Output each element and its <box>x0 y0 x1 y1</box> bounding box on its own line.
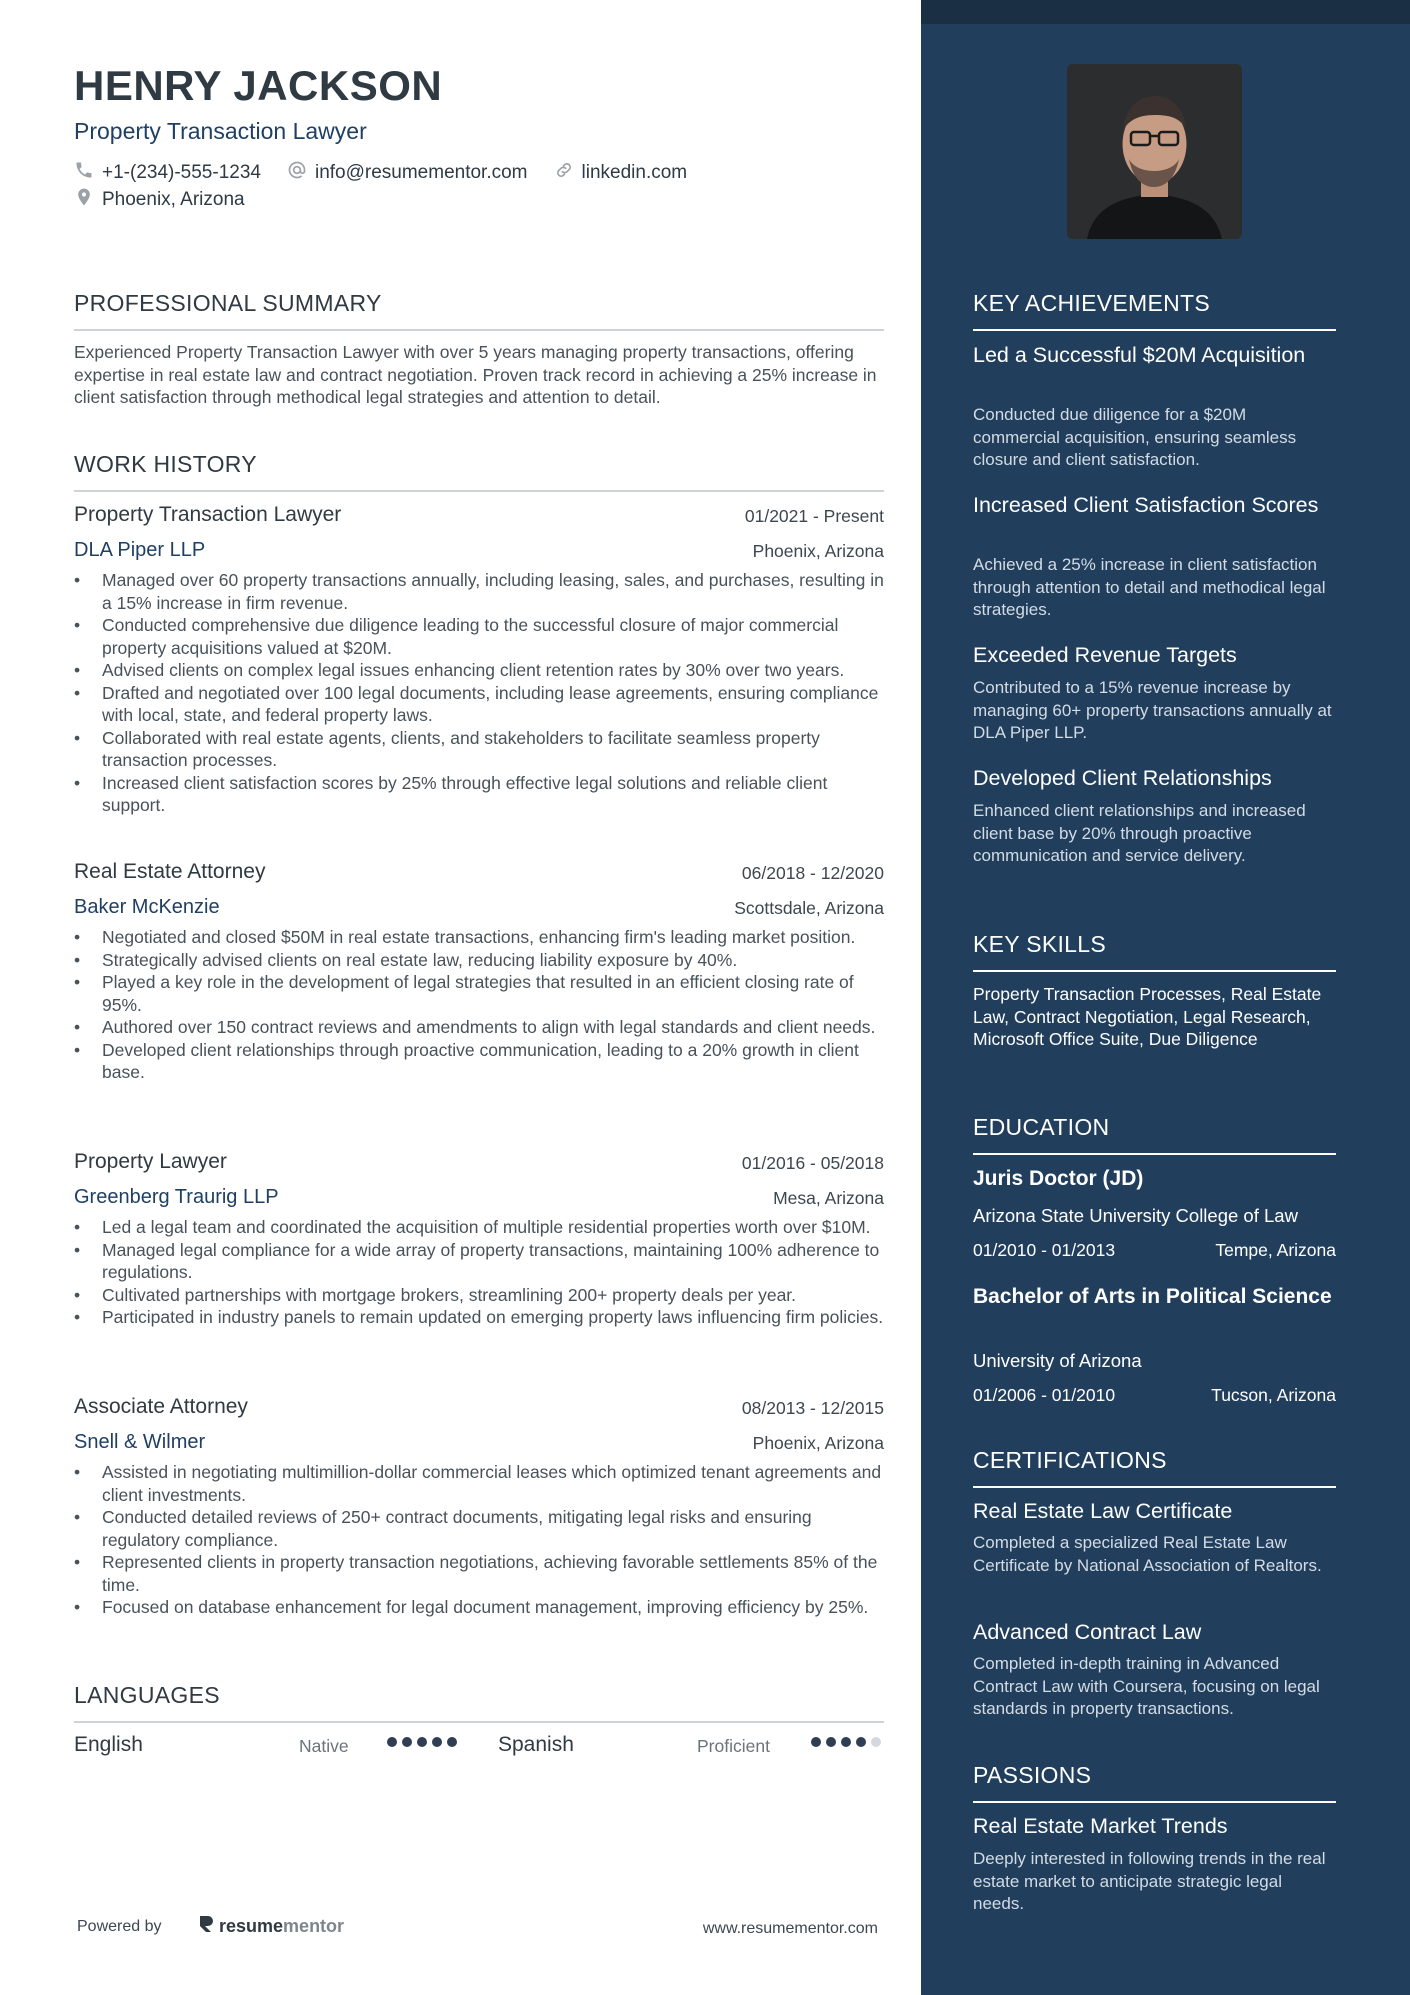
passion-title: Real Estate Market Trends <box>973 1814 1228 1838</box>
achievement-title: Increased Client Satisfaction Scores <box>973 493 1319 517</box>
achievement-desc: Conducted due diligence for a $20M commercial acquisition, ensuring seamless closure and client satisfaction. <box>973 405 1297 469</box>
rating-dot-filled <box>432 1737 442 1747</box>
language-rating <box>387 1737 457 1747</box>
work-history-heading: WORK HISTORY <box>74 451 884 492</box>
skills-text: Property Transaction Processes, Real Estate Law, Contract Negotiation, Legal Research, Microsoft Office Suite, Due Diligence <box>973 984 1322 1049</box>
job-company: DLA Piper LLP <box>74 539 206 561</box>
contact-row-1 <box>74 160 687 186</box>
logo-word-bold: resume <box>219 1916 284 1936</box>
job-bullets <box>74 926 884 1084</box>
job-bullets <box>74 1216 884 1329</box>
location-pin-icon <box>74 187 94 213</box>
certification-desc: Completed in-depth training in Advanced Contract Law with Coursera, focusing on legal standards in property transactions. <box>973 1654 1320 1718</box>
education-location: Tempe, Arizona <box>1215 1240 1336 1260</box>
logo-mark-icon <box>198 1914 214 1939</box>
rating-dot-filled <box>856 1737 866 1747</box>
job-bullet: • Strategically advised clients on real estate law, reducing liability exposure by 40%. <box>74 949 884 972</box>
rating-dot-empty <box>871 1737 881 1747</box>
job-dates: 01/2021 - Present <box>744 506 884 526</box>
rating-dot-filled <box>402 1737 412 1747</box>
linkedin-text[interactable]: linkedin.com <box>581 162 688 183</box>
job-bullet: • Authored over 150 contract reviews and amendments to align with legal standards and client needs. <box>74 1016 884 1039</box>
job-bullets <box>74 569 884 817</box>
rating-dot-filled <box>447 1737 457 1747</box>
powered-by-text: Powered by <box>77 1918 162 1935</box>
job-dates: 06/2018 - 12/2020 <box>741 863 884 883</box>
resumementor-logo[interactable] <box>198 1914 344 1939</box>
education-school: Arizona State University College of Law <box>973 1205 1298 1226</box>
achievement-title: Exceeded Revenue Targets <box>973 643 1237 667</box>
education-dates: 01/2010 - 01/2013 <box>973 1240 1116 1260</box>
rating-dot-filled <box>417 1737 427 1747</box>
achievement-title: Developed Client Relationships <box>973 766 1272 790</box>
rating-dot-filled <box>387 1737 397 1747</box>
education-heading: EDUCATION <box>973 1114 1336 1155</box>
job-location: Phoenix, Arizona <box>752 1433 884 1453</box>
passion-desc: Deeply interested in following trends in the real estate market to anticipate strategic legal needs. <box>973 1849 1326 1913</box>
job-company: Greenberg Traurig LLP <box>74 1186 279 1208</box>
languages-row <box>74 1731 884 1763</box>
job-title: Property Lawyer <box>74 1150 227 1173</box>
link-icon <box>554 160 574 186</box>
job-bullet: • Drafted and negotiated over 100 legal documents, including lease agreements, ensuring compliance with local, state, and federal property laws. <box>74 682 884 727</box>
job-location: Mesa, Arizona <box>773 1188 884 1208</box>
candidate-name: HENRY JACKSON <box>74 62 443 109</box>
phone-icon <box>74 160 94 186</box>
job-bullet: • Developed client relationships through proactive communication, leading to a 20% growth in client base. <box>74 1039 884 1084</box>
rating-dot-filled <box>811 1737 821 1747</box>
job-dates: 01/2016 - 05/2018 <box>741 1153 884 1173</box>
education-degree: Bachelor of Arts in Political Science <box>973 1285 1332 1308</box>
job-bullet: • Conducted comprehensive due diligence leading to the successful closure of major commercial property acquisitions valued at $20M. <box>74 614 884 659</box>
job-bullet: • Assisted in negotiating multimillion-dollar commercial leases which optimized tenant agreements and client investments. <box>74 1461 884 1506</box>
job-title: Real Estate Attorney <box>74 860 266 883</box>
sidebar-top-band <box>921 0 1410 24</box>
language-name: English <box>74 1733 143 1756</box>
job-bullet: • Led a legal team and coordinated the acquisition of multiple residential properties worth over $10M. <box>74 1216 884 1239</box>
summary-text: Experienced Property Transaction Lawyer with over 5 years managing property transactions, offering expertise in real estate law and contract negotiation. Proven track record in achieving a 25% increase in client satisfaction through methodical legal strategies and attention to detail. <box>74 342 877 407</box>
achievement-desc: Contributed to a 15% revenue increase by managing 60+ property transactions annually at DLA Piper LLP. <box>973 678 1332 742</box>
candidate-title: Property Transaction Lawyer <box>74 118 367 144</box>
job-bullet: • Advised clients on complex legal issues enhancing client retention rates by 30% over two years. <box>74 659 884 682</box>
language-rating <box>811 1737 881 1747</box>
job-title: Property Transaction Lawyer <box>74 503 342 526</box>
job-company: Baker McKenzie <box>74 896 220 918</box>
rating-dot-filled <box>826 1737 836 1747</box>
education-location: Tucson, Arizona <box>1211 1385 1336 1405</box>
job-company: Snell & Wilmer <box>74 1431 206 1453</box>
logo-word-light: mentor <box>283 1916 345 1936</box>
certification-title: Advanced Contract Law <box>973 1620 1202 1644</box>
achievement-desc: Enhanced client relationships and increased client base by 20% through proactive communication and service delivery. <box>973 801 1306 865</box>
passions-heading: PASSIONS <box>973 1762 1336 1803</box>
job-location: Phoenix, Arizona <box>752 541 884 561</box>
footer-url[interactable]: www.resumementor.com <box>702 1920 878 1937</box>
profile-photo <box>1067 64 1242 239</box>
job-bullet: • Cultivated partnerships with mortgage brokers, streamlining 200+ property deals per year. <box>74 1284 884 1307</box>
job-bullet: • Managed over 60 property transactions annually, including leasing, sales, and purchases, resulting in a 15% increase in firm revenue. <box>74 569 884 614</box>
contact-row-2 <box>74 187 245 213</box>
certification-desc: Completed a specialized Real Estate Law Certificate by National Association of Realtors. <box>973 1533 1322 1575</box>
education-degree: Juris Doctor (JD) <box>973 1167 1144 1190</box>
at-icon <box>287 160 307 186</box>
achievement-title: Led a Successful $20M Acquisition <box>973 343 1306 367</box>
certifications-heading: CERTIFICATIONS <box>973 1447 1336 1488</box>
certification-title: Real Estate Law Certificate <box>973 1499 1233 1523</box>
job-title: Associate Attorney <box>74 1395 248 1418</box>
language-level: Native <box>299 1736 349 1756</box>
skills-heading: KEY SKILLS <box>973 931 1336 972</box>
job-bullets <box>74 1461 884 1619</box>
job-location: Scottsdale, Arizona <box>734 898 884 918</box>
rating-dot-filled <box>841 1737 851 1747</box>
job-dates: 08/2013 - 12/2015 <box>741 1398 884 1418</box>
languages-heading: LANGUAGES <box>74 1682 884 1723</box>
job-bullet: • Participated in industry panels to remain updated on emerging property laws influencing firm policies. <box>74 1306 884 1329</box>
language-name: Spanish <box>498 1733 574 1756</box>
job-bullet: • Collaborated with real estate agents, clients, and stakeholders to facilitate seamless property transaction processes. <box>74 727 884 772</box>
job-bullet: • Managed legal compliance for a wide array of property transactions, maintaining 100% adherence to regulations. <box>74 1239 884 1284</box>
location-text: Phoenix, Arizona <box>102 189 245 210</box>
job-bullet: • Played a key role in the development of legal strategies that resulted in an efficient closing rate of 95%. <box>74 971 884 1016</box>
job-bullet: • Increased client satisfaction scores by 25% through effective legal solutions and reliable client support. <box>74 772 884 817</box>
job-bullet: • Negotiated and closed $50M in real estate transactions, enhancing firm's leading market position. <box>74 926 884 949</box>
summary-heading: PROFESSIONAL SUMMARY <box>74 290 884 331</box>
achievements-heading: KEY ACHIEVEMENTS <box>973 290 1336 331</box>
education-dates: 01/2006 - 01/2010 <box>973 1385 1116 1405</box>
achievement-desc: Achieved a 25% increase in client satisfaction through attention to detail and methodical legal strategies. <box>973 555 1326 619</box>
phone-text[interactable]: +1-(234)-555-1234 <box>102 162 261 183</box>
language-level: Proficient <box>697 1736 770 1756</box>
email-text[interactable]: info@resumementor.com <box>314 162 528 183</box>
job-bullet: • Focused on database enhancement for legal document management, improving efficiency by 25%. <box>74 1596 884 1619</box>
job-bullet: • Conducted detailed reviews of 250+ contract documents, mitigating legal risks and ensuring regulatory compliance. <box>74 1506 884 1551</box>
education-school: University of Arizona <box>973 1350 1142 1371</box>
sidebar <box>921 0 1410 1995</box>
job-bullet: • Represented clients in property transaction negotiations, achieving favorable settlements 85% of the time. <box>74 1551 884 1596</box>
